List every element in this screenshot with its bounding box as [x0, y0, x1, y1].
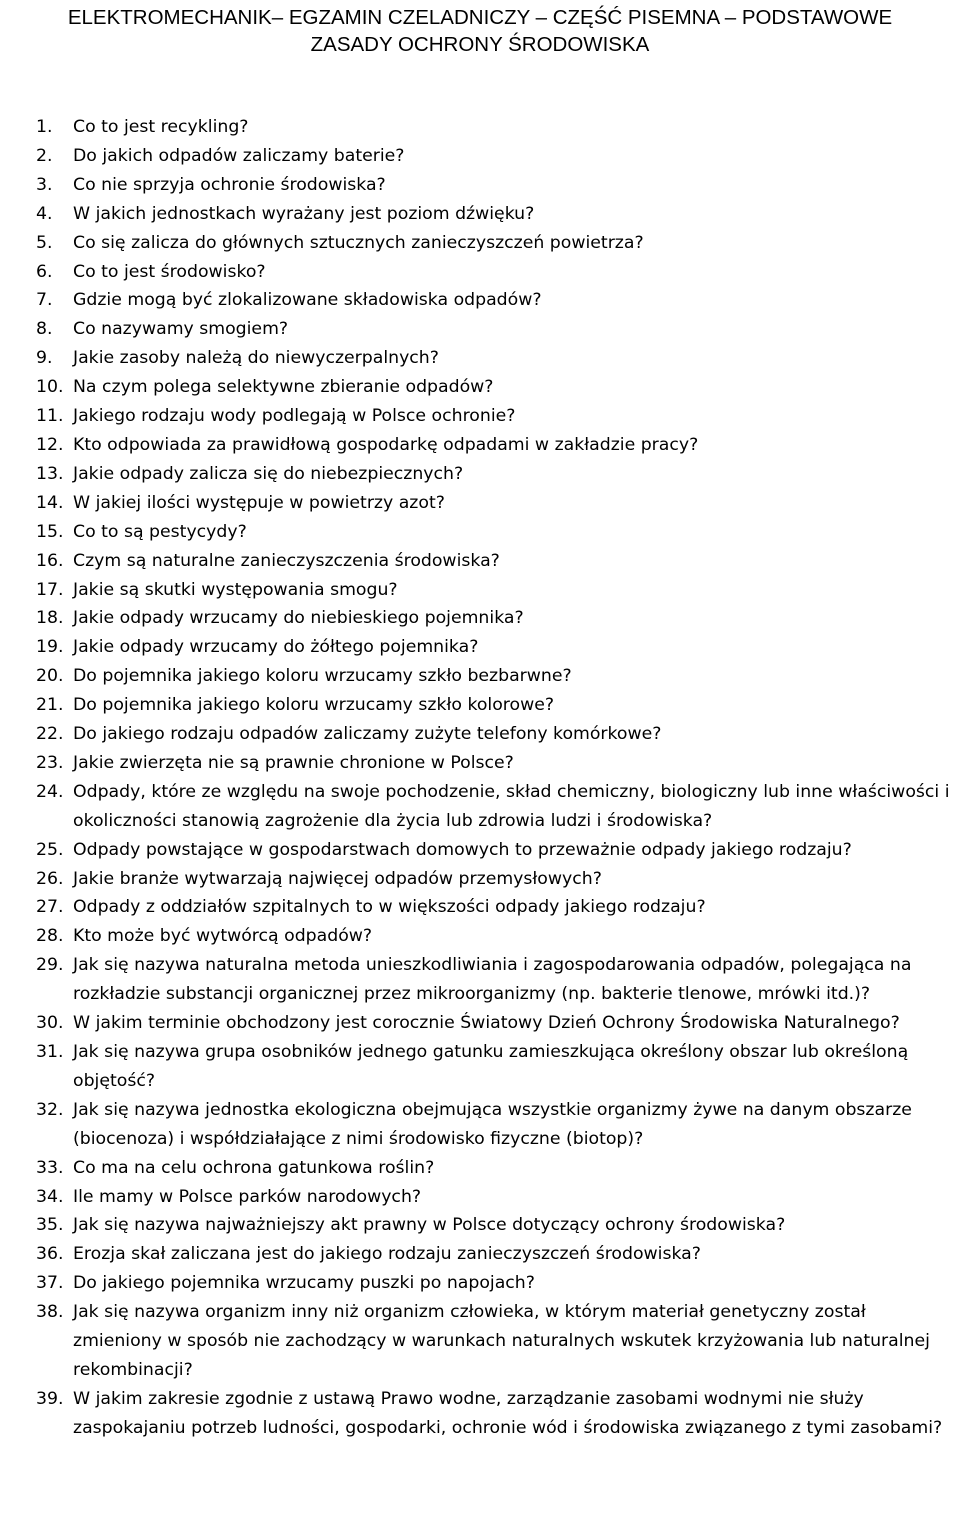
question-number: 16. — [36, 550, 64, 571]
question-item — [0, 1009, 960, 1038]
question-item — [0, 662, 960, 691]
question-number: 34. — [36, 1186, 64, 1207]
document-header — [0, 0, 960, 58]
question-item — [0, 1269, 960, 1298]
question-number: 27. — [36, 897, 64, 918]
question-text: Jak się nazywa jednostka ekologiczna obejmująca wszystkie organizmy żywe na danym obszarze (biocenoza) i współdziałające z nimi środowisko fizyczne (biotop)? — [73, 1099, 912, 1149]
question-item — [0, 402, 960, 431]
question-number: 33. — [36, 1157, 64, 1178]
question-item — [0, 1038, 960, 1096]
question-text: Do jakiego pojemnika wrzucamy puszki po napojach? — [73, 1273, 535, 1294]
question-text: W jakich jednostkach wyrażany jest poziom dźwięku? — [73, 203, 535, 224]
question-number: 11. — [36, 406, 64, 427]
question-item — [0, 604, 960, 633]
question-number: 36. — [36, 1244, 64, 1265]
question-text: Do pojemnika jakiego koloru wrzucamy szkło kolorowe? — [73, 695, 555, 716]
question-number: 13. — [36, 463, 64, 484]
question-text: Co nie sprzyja ochronie środowiska? — [73, 174, 386, 195]
question-text: Jakie odpady wrzucamy do żółtego pojemnika? — [73, 637, 479, 658]
question-text: Jakie odpady zalicza się do niebezpiecznych? — [73, 463, 464, 484]
question-list — [0, 113, 960, 1443]
question-item — [0, 1240, 960, 1269]
question-number: 4. — [36, 203, 53, 224]
question-number: 39. — [36, 1388, 64, 1409]
question-text: Jakie zasoby należą do niewyczerpalnych? — [73, 348, 439, 369]
question-text: Co ma na celu ochrona gatunkowa roślin? — [73, 1157, 435, 1178]
title-line-1: ELEKTROMECHANIK– EGZAMIN CZELADNICZY – CZĘŚĆ PISEMNA – PODSTAWOWE — [67, 6, 893, 29]
question-item — [0, 229, 960, 258]
question-number: 10. — [36, 377, 64, 398]
question-number: 20. — [36, 666, 64, 687]
question-item — [0, 865, 960, 894]
question-number: 19. — [36, 637, 64, 658]
question-number: 14. — [36, 492, 64, 513]
question-number: 38. — [36, 1302, 64, 1323]
question-item — [0, 171, 960, 200]
question-item — [0, 344, 960, 373]
question-text: Odpady powstające w gospodarstwach domowych to przeważnie odpady jakiego rodzaju? — [73, 839, 852, 860]
question-text: W jakim terminie obchodzony jest corocznie Światowy Dzień Ochrony Środowiska Naturalnego? — [73, 1013, 900, 1034]
question-text: W jakim zakresie zgodnie z ustawą Prawo wodne, zarządzanie zasobami wodnymi nie służy zaspokajaniu potrzeb ludności, gospodarki, ochronie wód i środowiska związanego z tymi zasobami? — [73, 1388, 943, 1438]
question-number: 37. — [36, 1273, 64, 1294]
question-text: Jakie zwierzęta nie są prawnie chronione w Polsce? — [73, 752, 514, 773]
question-text: Jakie branże wytwarzają najwięcej odpadów przemysłowych? — [73, 868, 602, 889]
question-item — [0, 286, 960, 315]
question-number: 35. — [36, 1215, 64, 1236]
question-item — [0, 1183, 960, 1212]
question-item — [0, 893, 960, 922]
question-text: Jak się nazywa grupa osobników jednego gatunku zamieszkująca określony obszar lub określoną objętość? — [73, 1042, 909, 1091]
question-number: 24. — [36, 781, 64, 802]
question-item — [0, 200, 960, 229]
question-text: Kto odpowiada za prawidłową gospodarkę odpadami w zakładzie pracy? — [73, 434, 699, 455]
question-item — [0, 749, 960, 778]
question-text: Co to jest recykling? — [73, 117, 249, 137]
question-item — [0, 1154, 960, 1183]
question-item — [0, 315, 960, 344]
question-number: 9. — [36, 348, 53, 369]
question-item — [0, 778, 960, 836]
question-text: Do jakiego rodzaju odpadów zaliczamy zużyte telefony komórkowe? — [73, 724, 662, 745]
question-text: Ile mamy w Polsce parków narodowych? — [73, 1186, 422, 1207]
title-line-2: ZASADY OCHRONY ŚRODOWISKA — [310, 33, 650, 56]
question-number: 31. — [36, 1042, 64, 1062]
question-item — [0, 258, 960, 287]
question-item — [0, 113, 960, 142]
question-number: 6. — [36, 261, 53, 282]
question-number: 32. — [36, 1099, 64, 1120]
question-item — [0, 518, 960, 547]
question-number: 17. — [36, 579, 64, 600]
question-item — [0, 1211, 960, 1240]
question-text: Odpady z oddziałów szpitalnych to w większości odpady jakiego rodzaju? — [73, 897, 706, 918]
question-text: Co nazywamy smogiem? — [73, 319, 289, 340]
question-number: 15. — [36, 521, 64, 542]
question-text: W jakiej ilości występuje w powietrzy azot? — [73, 492, 445, 513]
question-number: 23. — [36, 752, 64, 773]
question-item — [0, 489, 960, 518]
question-item — [0, 836, 960, 865]
question-number: 7. — [36, 290, 53, 311]
question-item — [0, 1298, 960, 1385]
question-text: Jak się nazywa naturalna metoda unieszkodliwiania i zagospodarowania odpadów, polegająca na rozkładzie substancji organicznej przez mikroorganizmy (np. bakterie tlenowe, mrówki itd.)? — [73, 955, 912, 1005]
question-number: 18. — [36, 608, 64, 629]
question-number: 2. — [36, 145, 53, 166]
question-item — [0, 142, 960, 171]
question-text: Jak się nazywa najważniejszy akt prawny w Polsce dotyczący ochrony środowiska? — [73, 1215, 786, 1236]
question-number: 22. — [36, 724, 64, 745]
question-number: 12. — [36, 434, 64, 455]
question-number: 26. — [36, 868, 64, 889]
question-item — [0, 720, 960, 749]
question-text: Do pojemnika jakiego koloru wrzucamy szkło bezbarwne? — [73, 666, 572, 687]
question-item — [0, 460, 960, 489]
question-number: 21. — [36, 695, 64, 716]
question-number: 1. — [36, 117, 53, 137]
question-text: Jakiego rodzaju wody podlegają w Polsce ochronie? — [73, 406, 516, 427]
question-text: Czym są naturalne zanieczyszczenia środowiska? — [73, 550, 500, 571]
question-number: 25. — [36, 839, 64, 860]
question-text: Co się zalicza do głównych sztucznych zanieczyszczeń powietrza? — [73, 232, 644, 253]
question-text: Na czym polega selektywne zbieranie odpadów? — [73, 377, 494, 398]
question-number: 8. — [36, 319, 53, 340]
question-item — [0, 951, 960, 1009]
question-item — [0, 1096, 960, 1154]
question-number: 30. — [36, 1013, 64, 1034]
question-item — [0, 1385, 960, 1443]
question-item — [0, 373, 960, 402]
question-number: 28. — [36, 926, 64, 947]
question-text: Co to są pestycydy? — [73, 521, 247, 542]
question-item — [0, 547, 960, 576]
question-item — [0, 431, 960, 460]
question-number: 29. — [36, 955, 64, 976]
question-text: Jakie są skutki występowania smogu? — [73, 579, 398, 600]
question-text: Do jakich odpadów zaliczamy baterie? — [73, 145, 405, 166]
question-number: 3. — [36, 174, 53, 195]
question-text: Odpady, które ze względu na swoje pochodzenie, skład chemiczny, biologiczny lub inne właściwości i okoliczności stanowią zagrożenie dla życia lub zdrowia ludzi i środowiska? — [73, 781, 950, 831]
question-text: Gdzie mogą być zlokalizowane składowiska odpadów? — [73, 290, 542, 311]
question-text: Jakie odpady wrzucamy do niebieskiego pojemnika? — [73, 608, 524, 629]
question-item — [0, 633, 960, 662]
question-item — [0, 922, 960, 951]
question-text: Jak się nazywa organizm inny niż organizm człowieka, w którym materiał genetyczny został zmieniony w sposób nie zachodzący w warunkach naturalnych wskutek krzyżowania lub naturalnej rekombinacji? — [73, 1302, 930, 1380]
question-number: 5. — [36, 232, 53, 253]
question-text: Kto może być wytwórcą odpadów? — [73, 926, 373, 947]
question-text: Co to jest środowisko? — [73, 261, 266, 282]
question-item — [0, 576, 960, 605]
question-text: Erozja skał zaliczana jest do jakiego rodzaju zanieczyszczeń środowiska? — [73, 1244, 701, 1265]
question-item — [0, 691, 960, 720]
